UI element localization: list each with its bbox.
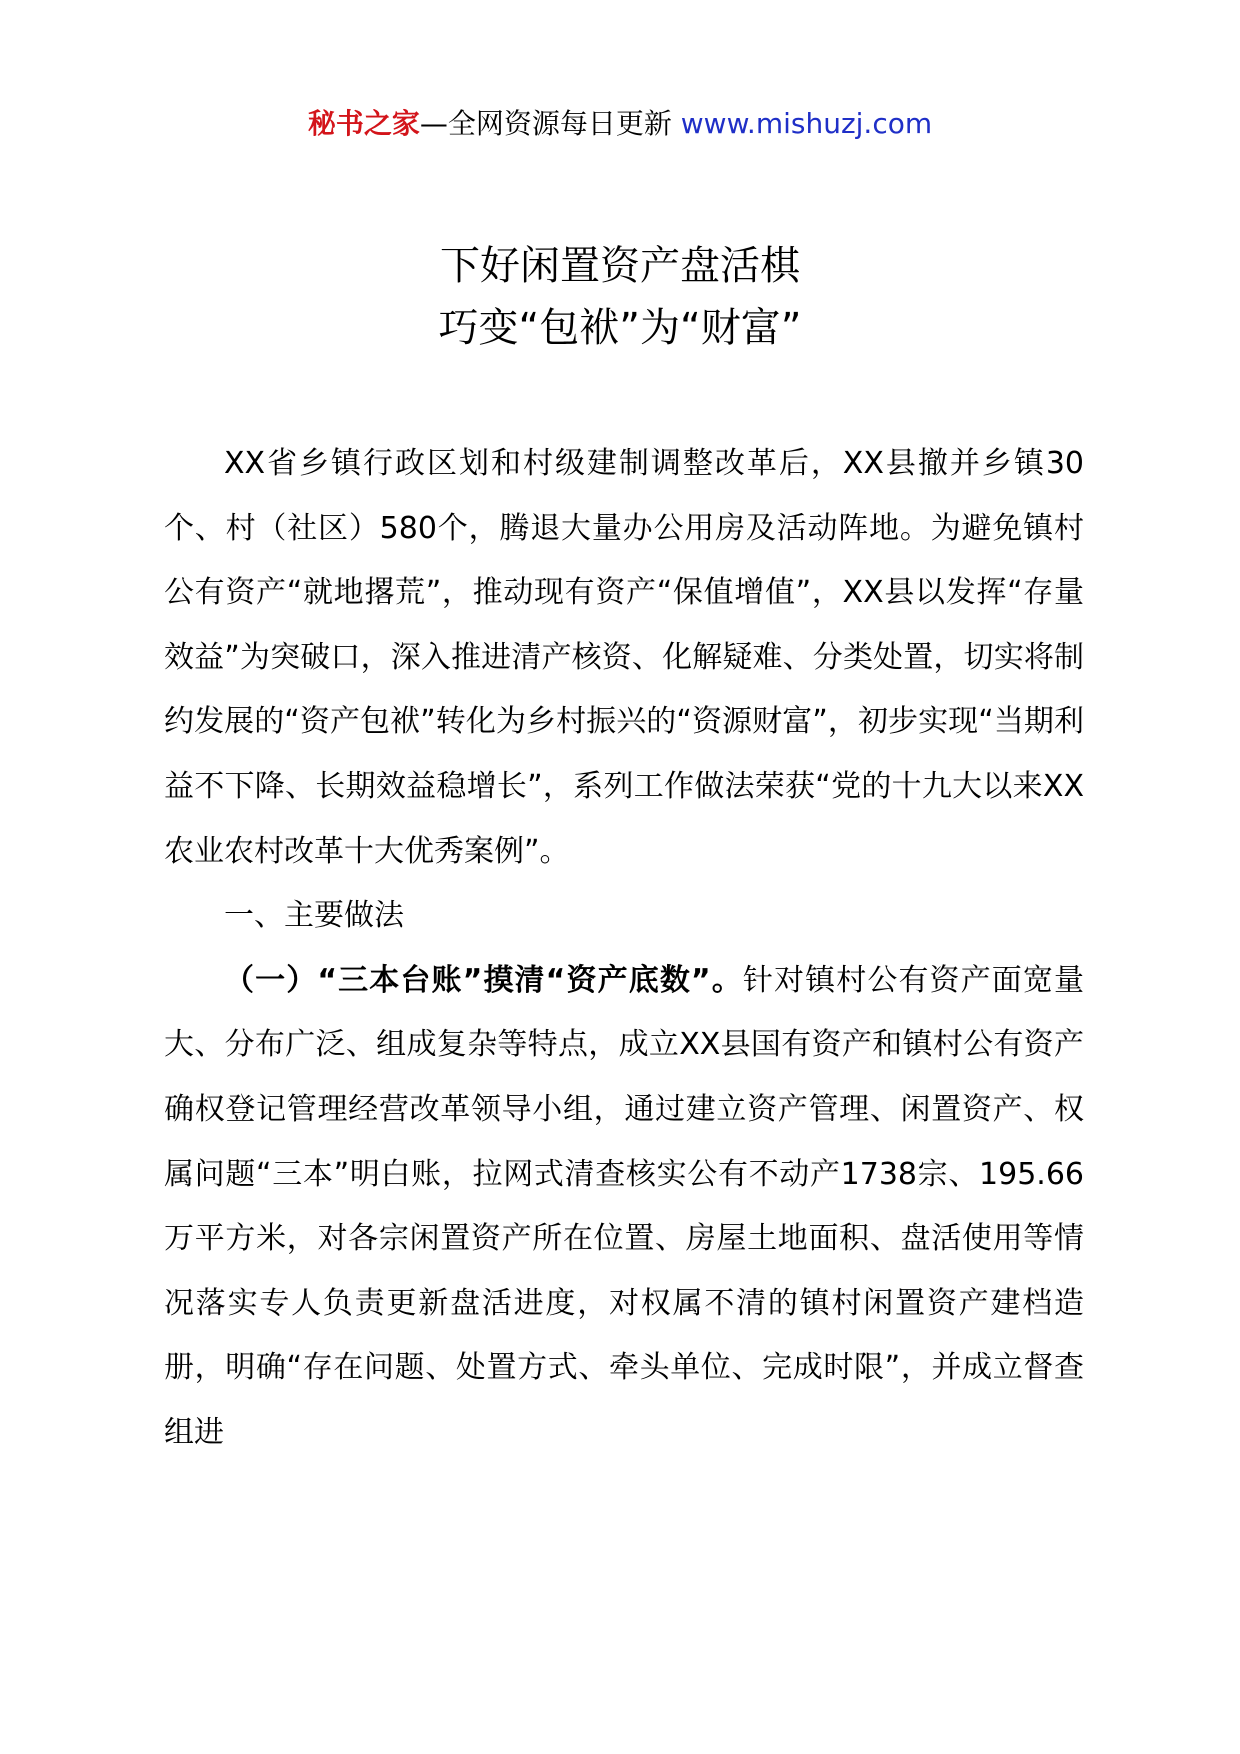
item-1-lead: （一）“三本台账”摸清“资产底数”。 — [224, 962, 743, 998]
section-heading-main-practices: 一、主要做法 — [224, 898, 404, 934]
item-1-paragraph — [164, 949, 1084, 1466]
site-tagline: —全网资源每日更新 — [419, 107, 681, 140]
site-header — [0, 100, 1240, 148]
document-title — [0, 235, 1240, 359]
site-url-link[interactable]: www.mishuzj.com — [680, 107, 933, 140]
document-body — [164, 432, 1084, 1466]
title-line-2: 巧变“包袱”为“财富” — [438, 305, 802, 351]
intro-paragraph: XX省乡镇行政区划和村级建制调整改革后，XX县撤并乡镇30个、村（社区）580个，腾退大量办公用房及活动阵地。为避免镇村公有资产“就地撂荒”，推动现有资产“保值增值”，XX县以发挥“存量效益”为突破口，深入推进清产核资、化解疑难、分类处置，切实将制约发展的“资产包袱”转化为乡村振兴的“资源财富”，初步实现“当期利益不下降、长期效益稳增长”，系列工作做法荣获“党的十九大以来XX农业农村改革十大优秀案例”。 — [164, 446, 1084, 869]
title-line-1: 下好闲置资产盘活棋 — [440, 243, 800, 289]
site-name: 秘书之家 — [307, 107, 420, 140]
item-1-body: 针对镇村公有资产面宽量大、分布广泛、组成复杂等特点，成立XX县国有资产和镇村公有资产确权登记管理经营改革领导小组，通过建立资产管理、闲置资产、权属问题“三本”明白账，拉网式清查核实公有不动产1738宗、195.66万平方米，对各宗闲置资产所在位置、房屋土地面积、盘活使用等情况落实专人负责更新盘活进度，对权属不清的镇村闲置资产建档造册，明确“存在问题、处置方式、牵头单位、完成时限”，并成立督查组进 — [164, 962, 1085, 1450]
